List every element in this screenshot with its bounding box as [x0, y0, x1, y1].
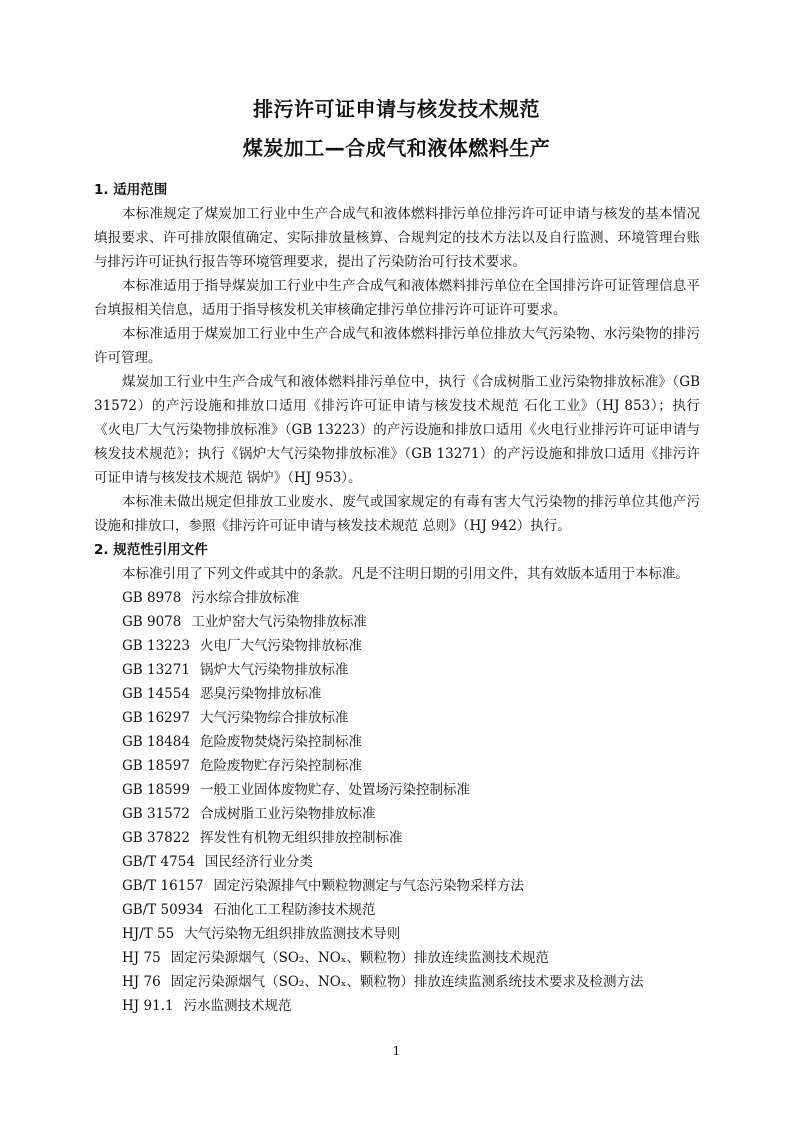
reference-item	[94, 994, 700, 1018]
paragraph: 本标准适用于煤炭加工行业中生产合成气和液体燃料排污单位排放大气污染物、水污染物的排污许可管理。	[94, 326, 700, 366]
reference-code: GB 18599	[122, 782, 190, 798]
reference-item	[94, 898, 700, 922]
reference-name: 固定污染源排气中颗粒物测定与气态污染物采样方法	[213, 878, 524, 894]
reference-item	[94, 850, 700, 874]
reference-item	[94, 970, 700, 994]
section-normative-references	[94, 538, 700, 1018]
document-title: 排污许可证申请与核发技术规范	[253, 97, 540, 121]
reference-item	[94, 610, 700, 634]
reference-item	[94, 874, 700, 898]
reference-name: 锅炉大气污染物排放标准	[199, 662, 349, 678]
reference-name: 危险废物贮存污染控制标准	[199, 758, 362, 774]
reference-code: HJ 91.1	[122, 998, 174, 1014]
section-heading: 2. 规范性引用文件	[94, 542, 208, 558]
reference-name: 大气污染物无组织排放监测技术导则	[184, 926, 401, 942]
reference-code: GB 14554	[122, 686, 190, 702]
reference-name: 石油化工工程防渗技术规范	[213, 902, 376, 918]
reference-name: 污水综合排放标准	[191, 590, 300, 606]
reference-name: 合成树脂工业污染物排放标准	[199, 806, 376, 822]
reference-code: GB 13223	[122, 638, 190, 654]
reference-item	[94, 658, 700, 682]
reference-item	[94, 730, 700, 754]
reference-name: 挥发性有机物无组织排放控制标准	[199, 830, 403, 846]
reference-code: HJ 75	[122, 950, 161, 966]
reference-code: GB 37822	[122, 830, 190, 846]
reference-item	[94, 778, 700, 802]
reference-code: GB 31572	[122, 806, 190, 822]
reference-item	[94, 754, 700, 778]
reference-name: 一般工业固体废物贮存、处置场污染控制标准	[199, 782, 470, 798]
reference-item	[94, 826, 700, 850]
reference-name: 火电厂大气污染物排放标准	[199, 638, 362, 654]
reference-code: GB 13271	[122, 662, 190, 678]
reference-name: 大气污染物综合排放标准	[199, 710, 349, 726]
reference-item	[94, 634, 700, 658]
reference-code: GB 8978	[122, 590, 182, 606]
reference-code: GB/T 4754	[122, 854, 195, 870]
section-scope	[94, 178, 700, 538]
reference-code: GB 18484	[122, 734, 190, 750]
reference-code: GB/T 16157	[122, 878, 204, 894]
reference-item	[94, 946, 700, 970]
reference-name: 工业炉窑大气污染物排放标准	[191, 614, 367, 630]
reference-name: 国民经济行业分类	[204, 854, 313, 870]
reference-code: GB 9078	[122, 614, 182, 630]
section-heading: 1. 适用范围	[94, 182, 168, 198]
paragraph: 本标准适用于指导煤炭加工行业中生产合成气和液体燃料排污单位在全国排污许可证管理信息平台填报相关信息，适用于指导核发机关审核确定排污单位排污许可证许可要求。	[94, 278, 700, 318]
reference-list	[94, 586, 700, 1018]
page-number: 1	[392, 1044, 401, 1058]
reference-item	[94, 802, 700, 826]
reference-code: HJ/T 55	[122, 926, 175, 942]
reference-name: 危险废物焚烧污染控制标准	[199, 734, 362, 750]
paragraph: 本标准规定了煤炭加工行业中生产合成气和液体燃料排污单位排污许可证申请与核发的基本情况填报要求、许可排放限值确定、实际排放量核算、合规判定的技术方法以及自行监测、环境管理台账与排污许可证执行报告等环境管理要求，提出了污染防治可行技术要求。	[94, 206, 700, 270]
reference-code: HJ 76	[122, 974, 161, 990]
reference-name: 恶臭污染物排放标准	[199, 686, 322, 702]
reference-name: 固定污染源烟气（SO₂、NOₓ、颗粒物）排放连续监测技术规范	[170, 950, 549, 966]
paragraph: 本标准未做出规定但排放工业废水、废气或国家规定的有毒有害大气污染物的排污单位其他产污设施和排放口，参照《排污许可证申请与核发技术规范 总则》（HJ 942）执行。	[94, 494, 700, 534]
paragraph: 本标准引用了下列文件或其中的条款。凡是不注明日期的引用文件，其有效版本适用于本标准。	[122, 566, 689, 582]
reference-item	[94, 586, 700, 610]
reference-name: 固定污染源烟气（SO₂、NOₓ、颗粒物）排放连续监测系统技术要求及检测方法	[170, 974, 644, 990]
reference-item	[94, 706, 700, 730]
reference-item	[94, 922, 700, 946]
document-body	[94, 178, 700, 1018]
reference-item	[94, 682, 700, 706]
reference-name: 污水监测技术规范	[183, 998, 292, 1014]
document-subtitle: 煤炭加工—合成气和液体燃料生产	[242, 136, 551, 160]
reference-code: GB 16297	[122, 710, 190, 726]
reference-code: GB/T 50934	[122, 902, 204, 918]
reference-code: GB 18597	[122, 758, 190, 774]
paragraph: 煤炭加工行业中生产合成气和液体燃料排污单位中，执行《合成树脂工业污染物排放标准》（GB 31572）的产污设施和排放口适用《排污许可证申请与核发技术规范 石化工业》（HJ 853）；执行《火电厂大气污染物排放标准》（GB 13223）的产污设施和排放口适用《火电行业排污许可证申请与核发技术规范》；执行《锅炉大气污染物排放标准》（GB 13271）的产污设施和排放口适用《排污许可证申请与核发技术规范 锅炉》（HJ 953）。	[94, 374, 700, 486]
